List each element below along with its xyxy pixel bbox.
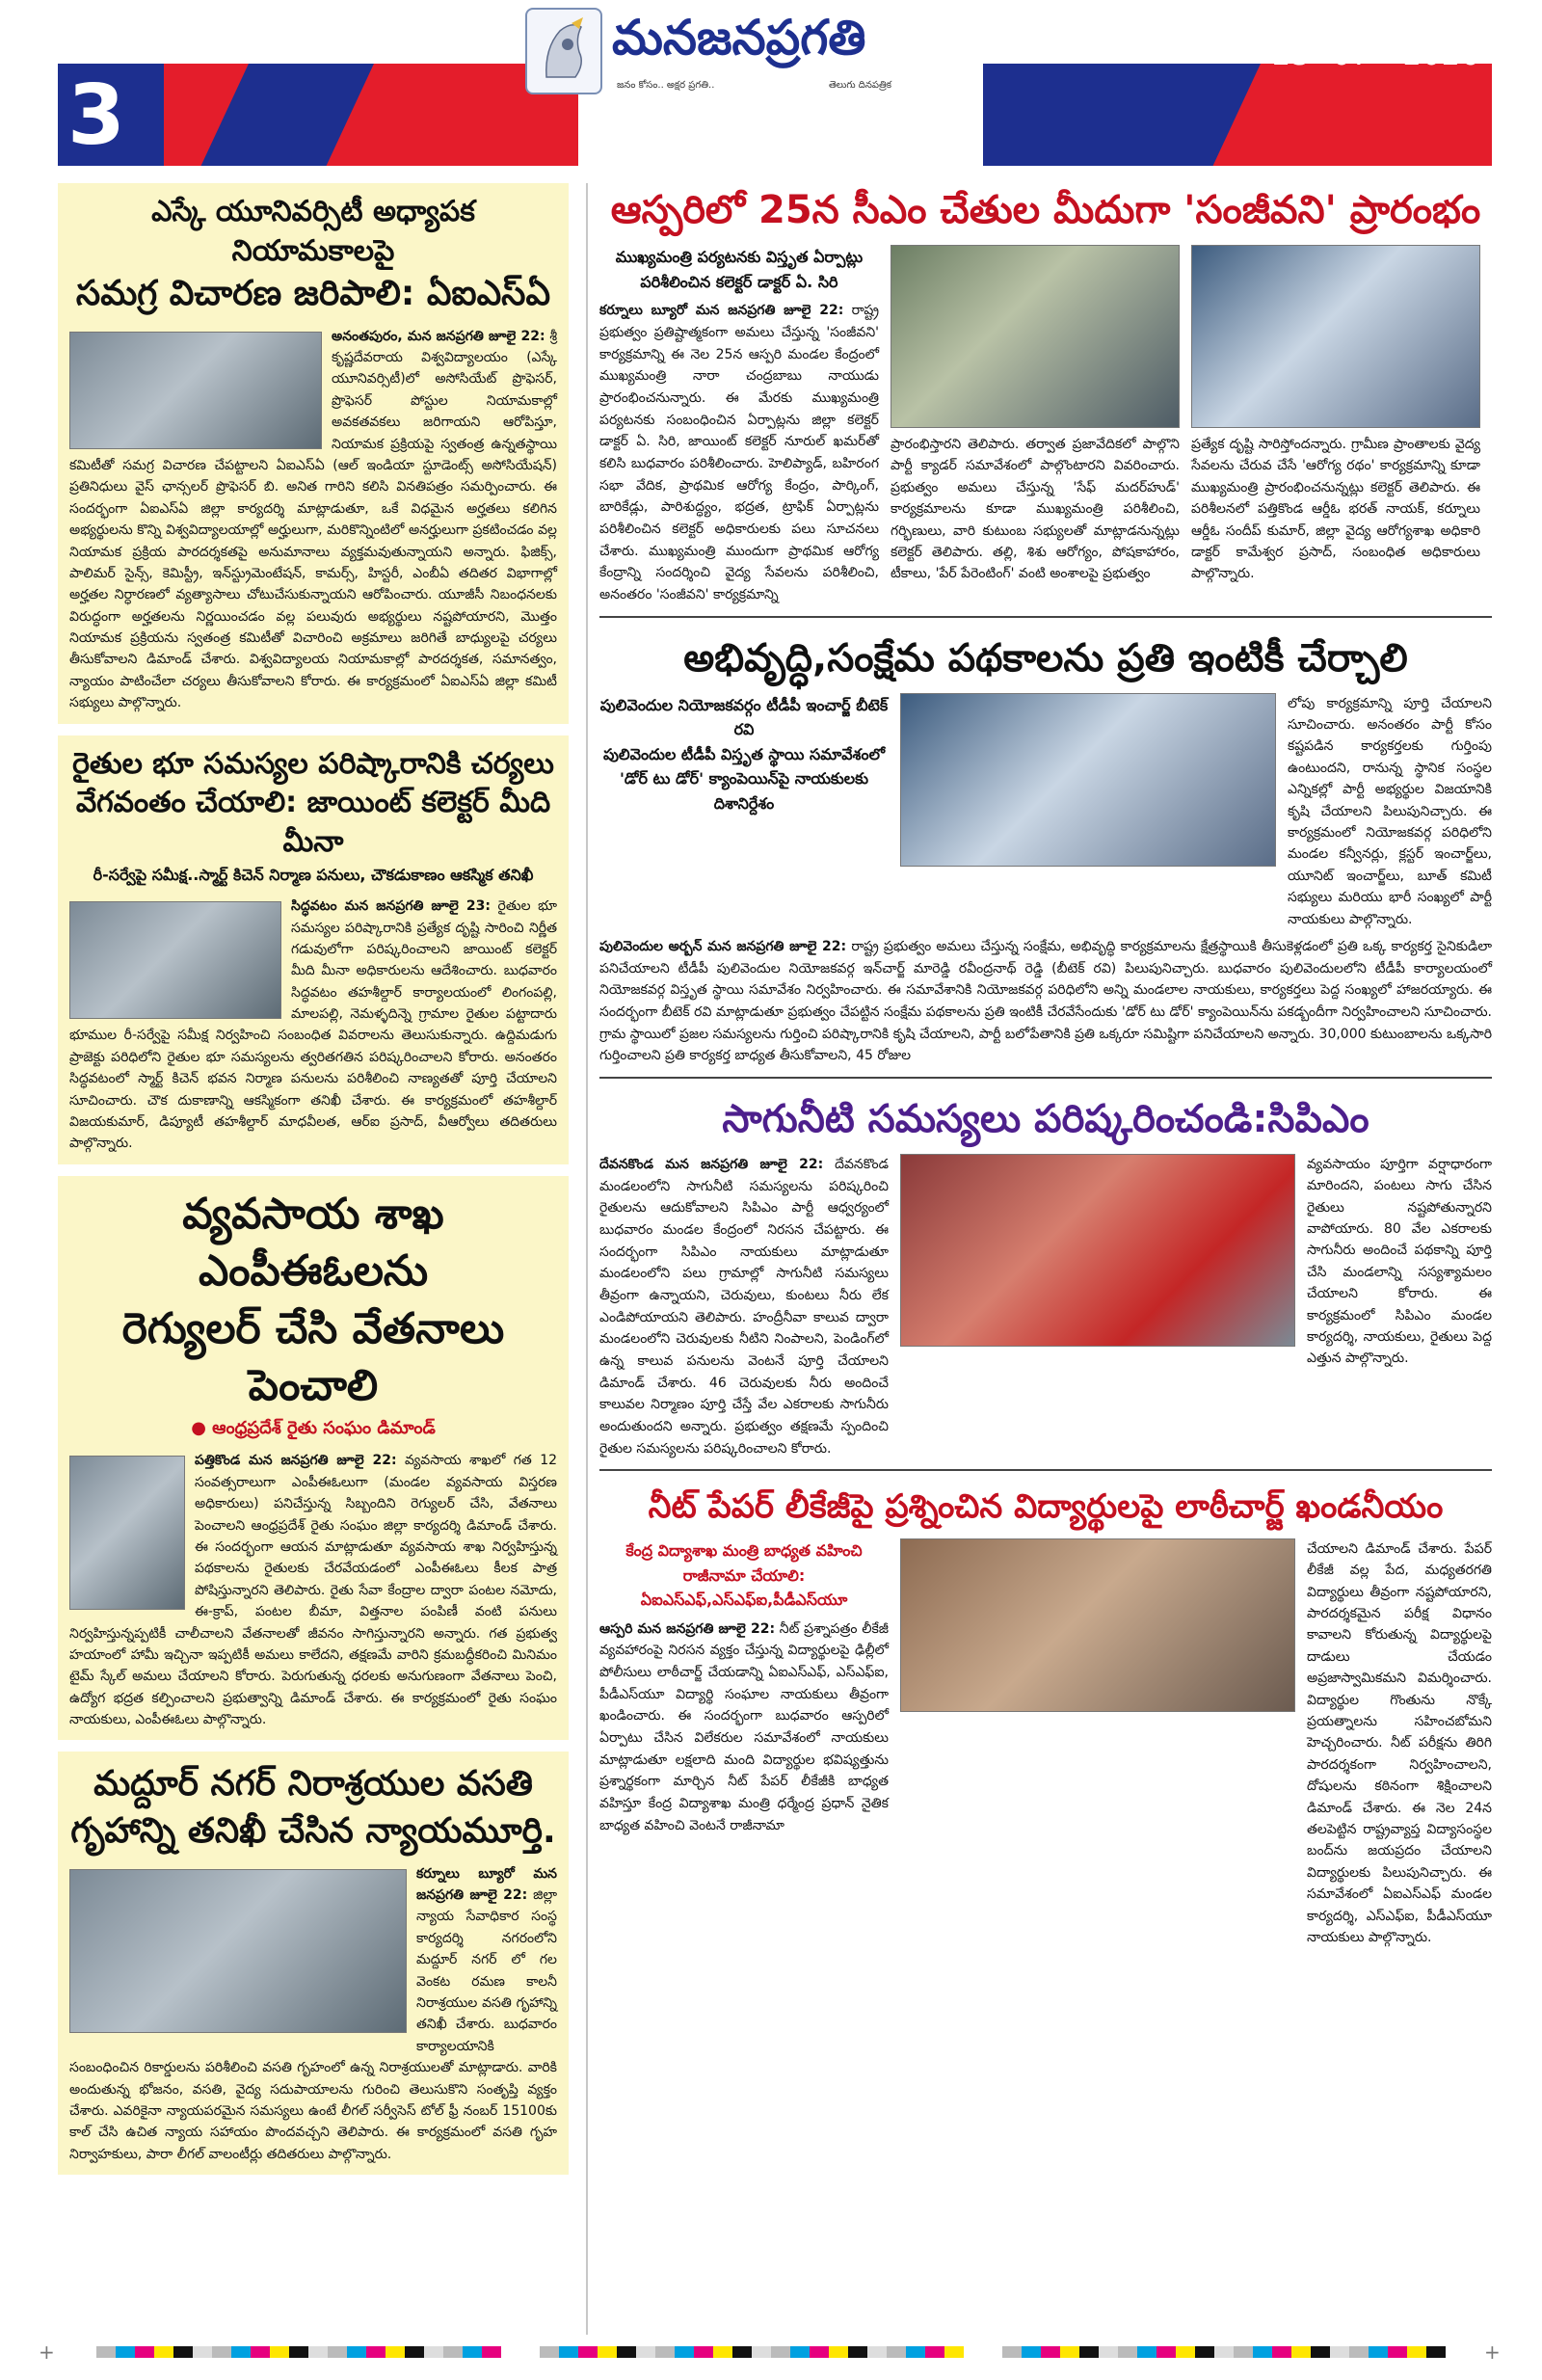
left-column [58,183,569,2186]
article-body-cont: చేయాలని డిమాండ్ చేశారు. పేపర్ లీకేజీ వల్ల పేద, మధ్యతరగతి విద్యార్థులు తీవ్రంగా నష్టపోయారని, పారదర్శకమైన పరీక్ష విధానం కావాలని కోరుతున్న విద్యార్థులపై దాడులు చేయడం అప్రజాస్వామికమని విమర్శించారు. విద్యార్థుల గొంతును నొక్కే ప్రయత్నాలను సహించబోమని హెచ్చరించారు. నీట్ పరీక్షను తిరిగి పారదర్శకంగా నిర్వహించాలని, దోషులను కఠినంగా శిక్షించాలని డిమాండ్ చేశారు. ఈ నెల 24న తలపెట్టిన రాష్ట్రవ్యాప్త విద్యాసంస్థల బంద్‌ను జయప్రదం చేయాలని విద్యార్థులకు పిలుపునిచ్చారు. ఈ సమావేశంలో ఏఐఎస్ఎఫ్ మండల కార్యదర్శి, ఎస్ఎఫ్ఐ, పీడీఎస్‌యూ నాయకులు పాల్గొన్నారు. [1307,1540,1492,1945]
dateline: కర్నూలు బ్యూరో మన జనప్రగతి జూలై 22: [416,1865,557,1904]
subheadline: రీ-సర్వేపై సమీక్ష..స్మార్ట్ కిచెన్ నిర్మాణ పనులు, చౌకడుకాణం ఆకస్మిక తనిఖీ [93,866,534,885]
article-body: రాష్ట్ర ప్రభుత్వం అమలు చేస్తున్న సంక్షేమ, అభివృద్ధి కార్యక్రమాలను క్షేత్రస్థాయికి తీసుకెళ్లడంలో ప్రతి ఒక్క కార్యకర్త సైనికుడిలా పనిచేయాలని టీడీపీ పులివెందుల నియోజకవర్గ ఇన్‌చార్జ్ మారెడ్డి రవీంద్రనాథ్ రెడ్డి (బీటెక్ రవి) పిలుపునిచ్చారు. బుధవారం పులివెందులలోని టీడీపీ కార్యాలయంలో నియోజకవర్గ విస్తృత స్థాయి సమావేశం నిర్వహించారు. ఈ సమావేశానికి నియోజకవర్గ పరిధిలోని అన్ని మండలాల నాయకులు, కార్యకర్తలు పెద్ద సంఖ్యలో హాజరయ్యారు. ఈ సందర్భంగా బీటెక్ రవి మాట్లాడుతూ ప్రభుత్వం చేపట్టిన సంక్షేమ పథకాలను ప్రతి ఇంటికీ చేరవేసేందుకు 'డోర్ టు డోర్' క్యాంపెయిన్‌ను పకడ్బందీగా నిర్వహించాలని సూచించారు. గ్రామ స్థాయిలో ప్రజల సమస్యలను గుర్తించి పరిష్కారానికి కృషి చేయాలని, పార్టీ బలోపేతానికి ప్రతి ఒక్కరూ సమిష్టిగా పనిచేయాలని అన్నారు. 30,000 కుటుంబాలను ఒక్కసారి గుర్తించాలని ప్రతి కార్యకర్త బాధ్యత తీసుకోవాలని, 45 రోజుల [599,938,1493,1064]
dateline: పత్తికొండ మన జనప్రగతి జూలై 22: [195,1453,397,1469]
subheadline-2: పులివెందుల టీడీపీ విస్తృత స్థాయి సమావేశంలో 'డోర్ టు డోర్' క్యాంపెయిన్‌పై నాయకులకు దిశానిర్దేశం [602,744,886,813]
article-mpeo-regularize [58,1176,569,1741]
article-shelter-inspection [58,1752,569,2175]
registration-cross-icon: + [1484,2340,1501,2364]
dateline: పులివెందుల అర్బన్ మన జనప్రగతి జూలై 22: [599,938,847,954]
color-bar [1002,2346,1446,2358]
article-body: శ్రీ కృష్ణదేవరాయ విశ్వవిద్యాలయం (ఎస్కే యూనివర్సిటీ)లో అసోసియేట్ ప్రొఫెసర్, ప్రొఫెసర్ పోస్టుల నియామకాల్లో అవకతవకలు జరిగాయని ఆరోపిస్తూ, నియామక ప్రక్రియపై స్వతంత్ర ఉన్నతస్థాయి కమిటీతో సమగ్ర విచారణ చేపట్టాలని ఏఐఎస్ఏ (ఆల్ ఇండియా స్టూడెంట్స్ అసోసియేషన్) ప్రతినిధులు వైస్ ఛాన్సలర్ ప్రొఫెసర్ బి. అనిత గారిని కలిసి వినతిపత్రం సమర్పించారు. ఈ సందర్భంగా ఏఐఎస్ఏ జిల్లా కార్యదర్శి మాట్లాడుతూ, ఒకే విధమైన అర్హతలు కలిగిన అభ్యర్థులను కొన్ని విశ్వవిద్యాలయాల్లో అర్హులుగా, మరికొన్నింటిలో అనర్హులుగా ప్రకటించడం వల్ల నియామక ప్రక్రియ పారదర్శకతపై అనుమానాలు వ్యక్తమవుతున్నాయని అన్నారు. ఫిజిక్స్, పాలిమర్ సైన్స్, కెమిస్ట్రీ, ఇన్‌స్ట్రుమెంటేషన్, కామర్స్, హిస్టరీ, ఎంబీఏ తదితర విభాగాల్లో అర్హతల నిర్ధారణలో వ్యత్యాసాలు చోటుచేసుకున్నాయని ఆరోపించారు. యూజీసీ నిబంధనలకు విరుద్ధంగా అర్హతలను నిర్ణయించడం వల్ల పలువురు అభ్యర్థులు నష్టపోయారని, మొత్తం నియామక ప్రక్రియను స్వతంత్ర కమిటీతో విచారించి అక్రమాలు జరిగితే బాధ్యులపై చర్యలు తీసుకోవాలని డిమాండ్ చేశారు. విశ్వవిద్యాలయ నియామకాల్లో పారదర్శకత, సమానత్వం, న్యాయం పాటించేలా చర్యలు తీసుకోవాలని కోరారు. ఈ కార్యక్రమంలో ఏఐఎస్ఏ జిల్లా కమిటీ సభ్యులు పాల్గొన్నారు. [69,328,558,711]
headline: అభివృద్ధి,సంక్షేమ పథకాలను ప్రతి ఇంటికీ చేర్చాలి [683,635,1408,681]
headline-line-1: రైతుల భూ సమస్యల పరిష్కారానికి చర్యలు [72,746,554,781]
cpm-protest-photo [900,1154,1295,1347]
article-body: రాష్ట్ర ప్రభుత్వం ప్రతిష్టాత్మకంగా అమలు చేస్తున్న 'సంజీవని' కార్యక్రమాన్ని ఈ నెల 25న ఆస్పరి మండల కేంద్రంలో ముఖ్యమంత్రి నారా చంద్రబాబు నాయుడు ప్రారంభించనున్నారు. ఈ మేరకు ముఖ్యమంత్రి పర్యటనకు సంబంధించిన ఏర్పాట్లను జిల్లా కలెక్టర్ డాక్టర్ ఏ. సిరి, జాయింట్ కలెక్టర్ నూరుల్ ఖమర్‌తో కలిసి బుధవారం పరిశీలించారు. హెలిప్యాడ్, బహిరంగ సభా వేదిక, ప్రాథమిక ఆరోగ్య కేంద్రం, పార్కింగ్, బారికేడ్లు, పారిశుద్ధ్యం, భద్రత, ట్రాఫిక్ ఏర్పాట్లను పరిశీలించిన కలెక్టర్ అధికారులకు పలు సూచనలు చేశారు. ముఖ్యమంత్రి ముందుగా ప్రాథమిక ఆరోగ్య కేంద్రాన్ని సందర్శించి వైద్య సేవలను పరిశీలించి, అనంతరం 'సంజీవని' కార్యక్రమాన్ని [599,303,880,602]
headline-line-2: వేగవంతం చేయాలి: జాయింట్ కలెక్టర్ మీది మీనా [75,786,551,859]
paper-name: మనజనప్రగతి [612,10,866,66]
article-irrigation-cpm [599,1092,1492,1471]
page-number: 3 [67,67,125,164]
article-photo [69,901,281,1019]
student-leaders-photo [900,1538,1295,1712]
headline-line-1: మద్దూర్ నగర్ నిరాశ్రయుల వసతి [93,1764,533,1805]
issue-date: 23- 07 - 2026 [1272,39,1480,72]
article-body-cont: ప్రారంభిస్తారని తెలిపారు. తర్వాత ప్రజావేదికలో పాల్గొని పార్టీ క్యాడర్ సమావేశంలో పాల్గొంటారని వివరించారు. ప్రభుత్వం అమలు చేస్తున్న 'సేఫ్ మదర్‌హుడ్' కార్యక్రమాలను కూడా ముఖ్యమంత్రి పరిశీలించి, గర్భిణులు, వారి కుటుంబ సభ్యులతో మాట్లాడనున్నట్లు కలెక్టర్ తెలిపారు. తల్లి, శిశు ఆరోగ్యం, పోషకాహారం, టీకాలు, 'పేర్ పేరెంటింగ్' వంటి అంశాలపై ప్రభుత్వం [891,437,1180,582]
article-body: దేవనకొండ మండలంలోని సాగునీటి సమస్యలను పరిష్కరించి రైతులను ఆదుకోవాలని సిపిఎం పార్టీ ఆధ్వర్యంలో బుధవారం మండల కేంద్రంలో నిరసన చేపట్టారు. ఈ సందర్భంగా సిపిఎం నాయకులు మాట్లాడుతూ మండలంలోని పలు గ్రామాల్లో సాగునీటి సమస్యలు తీవ్రంగా ఉన్నాయని, చెరువులు, కుంటలు నీరు లేక ఎండిపోయాయని తెలిపారు. హంద్రీనీవా కాలువ ద్వారా మండలంలోని చెరువులకు నీటిని నింపాలని, పెండింగ్‌లో ఉన్న కాలువ పనులను వెంటనే పూర్తి చేయాలని డిమాండ్ చేశారు. 46 చెరువులకు నీరు అందించే కాలువల నిర్మాణం పూర్తి చేస్తే వేల ఎకరాలకు సాగునీరు అందుతుందని అన్నారు. ప్రభుత్వం తక్షణమే స్పందించి రైతుల సమస్యలను పరిష్కరించాలని కోరారు. [599,1156,890,1457]
article-body: జిల్లా న్యాయ సేవాధికార సంస్థ కార్యదర్శి నగరంలోని మద్దూర్ నగర్ లో గల వెంకట రమణ కాలనీ నిరాశ్రయుల వసతి గృహాన్ని తనిఖీ చేశారు. బుధవారం కార్యాలయానికి సంబంధించిన రికార్డులను పరిశీలించి వసతి గృహంలో ఉన్న నిరాశ్రయులతో మాట్లాడారు. వారికి అందుతున్న భోజనం, వసతి, వైద్య సదుపాయాలను గురించి తెలుసుకొని సంతృప్తి వ్యక్తం చేశారు. ఎవరికైనా న్యాయపరమైన సమస్యలు ఉంటే లీగల్ సర్వీసెస్ టోల్ ఫ్రీ నంబర్ 15100కు కాల్ చేసి ఉచిత న్యాయ సహాయం పొందవచ్చని తెలిపారు. ఈ కార్యక్రమంలో వసతి గృహ నిర్వాహకులు, పారా లీగల్ వాలంటీర్లు తదితరులు పాల్గొన్నారు. [69,1887,557,2162]
subheadline-1: ముఖ్యమంత్రి పర్యటనకు విస్తృత ఏర్పాట్లు [615,248,864,266]
article-sku-appointments [58,183,569,724]
headline-line-2: గృహాన్ని తనిఖీ చేసిన న్యాయమూర్తి. [70,1811,556,1852]
dateline: సిద్ధవటం మన జనప్రగతి జూలై 23: [291,898,491,915]
color-bar [96,2346,501,2358]
masthead-right-band [983,64,1492,166]
subheadline: కేంద్ర విద్యాశాఖ మంత్రి బాధ్యత వహించి రాజీనామా చేయాలి: ఏఐఎస్ఎఫ్,ఎస్ఎఫ్ఐ,పీడీఎస్‌యూ [625,1540,863,1610]
article-neet-lathicharge [599,1484,1492,1948]
headline: నీట్ పేపర్ లీకేజీపై ప్రశ్నించిన విద్యార్థులపై లాఠీచార్జ్ ఖండనీయం [648,1487,1444,1527]
masthead [58,64,1492,166]
color-bar [540,2346,964,2358]
article-body-cont: లోపు కార్యక్రమాన్ని పూర్తి చేయాలని సూచించారు. అనంతరం పార్టీ కోసం కష్టపడిన కార్యకర్తలకు గుర్తింపు ఉంటుందని, రానున్న స్థానిక సంస్థల ఎన్నికల్లో పార్టీ అభ్యర్థుల విజయానికి కృషి చేయాలని పిలుపునిచ్చారు. ఈ కార్యక్రమంలో నియోజకవర్గ పరిధిలోని మండల కన్వీనర్లు, క్లస్టర్ ఇంచార్జ్‌లు, యూనిట్ ఇంచార్జ్‌లు, బూత్ కమిటీ సభ్యులు మరియు భారీ సంఖ్యలో పార్టీ నాయకులు పాల్గొన్నారు. [1288,695,1492,927]
headline-line-1: ఎస్కే యూనివర్సిటీ అధ్యాపక నియామకాలపై [151,195,475,268]
collector-inspection-photo [891,245,1180,428]
right-column [599,183,1492,1962]
subheadline: ● ఆంధ్రప్రదేశ్ రైతు సంఘం డిమాండ్ [191,1418,436,1439]
article-welfare-schemes [599,631,1492,1079]
dateline: దేవనకొండ మన జనప్రగతి జూలై 22: [599,1156,824,1172]
article-photo [69,1869,407,2033]
logo-emblem [525,8,602,94]
headline-line-2: సమగ్ర విచారణ జరిపాలి: ఏఐఎస్ఏ [75,274,551,313]
headline-line-2: రెగ్యులర్ చేసి వేతనాలు పెంచాలి [121,1303,505,1410]
article-body: రైతుల భూ సమస్యల పరిష్కారానికి ప్రత్యేక దృష్టి సారించి నిర్ణీత గడువులోగా పరిష్కరించాలని జాయింట్ కలెక్టర్ మీది మీనా అధికారులను ఆదేశించారు. బుధవారం సిద్ధవటం తహశీల్దార్ కార్యాలయంలో లింగంపల్లి, మాలపల్లి, నెమళ్ళదిన్నె గ్రామాల రైతుల పట్టాదారు భూముల రీ-సర్వేపై సమీక్ష నిర్వహించి సంబంధిత వివరాలను తెలుసుకున్నారు. ఉద్దిమడుగు ప్రాజెక్టు పరిధిలోని రైతుల భూ సమస్యలను త్వరితగతిన పరిష్కరించాలని కోరారు. అనంతరం సిద్ధవటంలో స్మార్ట్ కిచెన్ భవన నిర్మాణ పనులను పరిశీలించి నాణ్యతతో పూర్తి చేయాలని సూచించారు. చౌక దుకాణాన్ని ఆకస్మికంగా తనిఖీ చేశారు. ఈ కార్యక్రమంలో తహశీల్దార్ విజయకుమార్, డిప్యూటీ తహశీల్దార్ మాధవీలత, ఆర్ఐ ప్రసాద్, వీఆర్వోలు తదితరులు పాల్గొన్నారు. [69,898,557,1152]
masthead-left-band [58,64,578,166]
subheadline-2: పరిశీలించిన కలెక్టర్ డాక్టర్ ఏ. సిరి [640,272,838,291]
hospital-visit-photo [1191,245,1480,428]
article-sanjeevani [599,183,1492,618]
article-photo [69,332,322,449]
column-divider [586,183,588,2335]
paper-tagline: జనం కోసం.. అక్షర ప్రగతి.. [617,80,715,91]
paper-tagline-right: తెలుగు దినపత్రిక [829,80,892,91]
article-body: నీట్ ప్రశ్నాపత్రం లీకేజీ వ్యవహారంపై నిరసన వ్యక్తం చేస్తున్న విద్యార్థులపై ఢిల్లీలో పోలీసులు లాఠీచార్జ్ చేయడాన్ని ఏఐఎస్ఎఫ్, ఎస్ఎఫ్ఐ, పీడీఎస్‌యూ విద్యార్థి సంఘాల నాయకులు తీవ్రంగా ఖండించారు. ఈ సందర్భంగా బుధవారం ఆస్పరిలో ఏర్పాటు చేసిన విలేకరుల సమావేశంలో నాయకులు మాట్లాడుతూ లక్షలాది మంది విద్యార్థుల భవిష్యత్తును ప్రశ్నార్థకంగా మార్చిన నీట్ పేపర్ లీకేజీకి బాధ్యత వహిస్తూ కేంద్ర విద్యాశాఖ మంత్రి ధర్మేంద్ర ప్రధాన్ నైతిక బాధ్యత వహించి వెంటనే రాజీనామా [599,1620,890,1833]
article-body: వ్యవసాయ శాఖలో గత 12 సంవత్సరాలుగా ఎంపీఈఓలుగా (మండల వ్యవసాయ విస్తరణ అధికారులు) పనిచేస్తున్న సిబ్బందిని రెగ్యులర్ చేసి, వేతనాలు పెంచాలని ఆంధ్రప్రదేశ్ రైతు సంఘం జిల్లా కార్యదర్శి డిమాండ్ చేశారు. ఈ సందర్భంగా ఆయన మాట్లాడుతూ వ్యవసాయ శాఖ నిర్వహిస్తున్న పథకాలను రైతులకు చేరవేయడంలో ఎంపీఈఓలు కీలక పాత్ర పోషిస్తున్నారని తెలిపారు. రైతు సేవా కేంద్రాల ద్వారా పంటల నమోదు, ఈ-క్రాప్, పంటల బీమా, విత్తనాల పంపిణీ వంటి పనులు నిర్వహిస్తున్నప్పటికీ చాలీచాలని వేతనాలతో జీవనం సాగిస్తున్నారని అన్నారు. గత ప్రభుత్వ హయాంలో హామీ ఇచ్చినా ఇప్పటికీ అమలు కాలేదని, తక్షణమే వారిని క్రమబద్ధీకరించి మినిమం టైమ్ స్కేల్ అమలు చేయాలని కోరారు. పెరుగుతున్న ధరలకు అనుగుణంగా వేతనాలు పెంచి, ఉద్యోగ భద్రత కల్పించాలని ప్రభుత్వాన్ని డిమాండ్ చేశారు. ఈ కార్యక్రమంలో రైతు సంఘం నాయకులు, ఎంపీఈఓలు పాల్గొన్నారు. [69,1453,558,1728]
tdp-meeting-photo [900,693,1276,867]
dateline: ఆస్పరి మన జనప్రగతి జూలై 22: [599,1620,776,1637]
dateline: అనంతపురం, మన జనప్రగతి జూలై 22: [332,328,545,344]
print-registration-strip [39,2340,1503,2364]
article-body-cont: వ్యవసాయం పూర్తిగా వర్షాధారంగా మారిందని, పంటలు సాగు చేసిన రైతులు నష్టపోతున్నారని వాపోయారు. 80 వేల ఎకరాలకు సాగునీరు అందించే పథకాన్ని పూర్తి చేసి మండలాన్ని సస్యశ్యామలం చేయాలని కోరారు. ఈ కార్యక్రమంలో సిపిఎం మండల కార్యదర్శి, నాయకులు, రైతులు పెద్ద ఎత్తున పాల్గొన్నారు. [1307,1156,1492,1367]
subheadline-1: పులివెందుల నియోజకవర్గం టీడీపీ ఇంచార్జ్ బీటెక్ రవి [599,695,889,739]
article-body-cont-2: ప్రత్యేక దృష్టి సారిస్తోందన్నారు. గ్రామీణ ప్రాంతాలకు వైద్య సేవలను చేరువ చేసే 'ఆరోగ్య రథం' కార్యక్రమాన్ని కూడా ముఖ్యమంత్రి ప్రారంభించనున్నట్లు కలెక్టర్ తెలిపారు. ఈ పరిశీలనలో పత్తికొండ ఆర్డీఓ భరత్ నాయక్, కర్నూలు ఆర్డీఓ సందీప్ కుమార్, జిల్లా వైద్య ఆరోగ్యశాఖ అధికారి డాక్టర్ కామేశ్వర ప్రసాద్, సంబంధిత అధికారులు పాల్గొన్నారు. [1191,437,1480,582]
portrait-photo [69,1456,185,1610]
article-land-issues [58,735,569,1164]
registration-cross-icon: + [39,2340,55,2364]
headline: ఆస్పరిలో 25న సీఎం చేతుల మీదుగా 'సంజీవని' ప్రారంభం [610,188,1481,232]
dateline: కర్నూలు బ్యూరో మన జనప్రగతి జూలై 22: [599,303,844,319]
headline: సాగునీటి సమస్యలు పరిష్కరించండి:సిపిఎం [722,1096,1369,1141]
headline-line-1: వ్యవసాయ శాఖ ఎంపీఈఓలను [182,1189,444,1297]
